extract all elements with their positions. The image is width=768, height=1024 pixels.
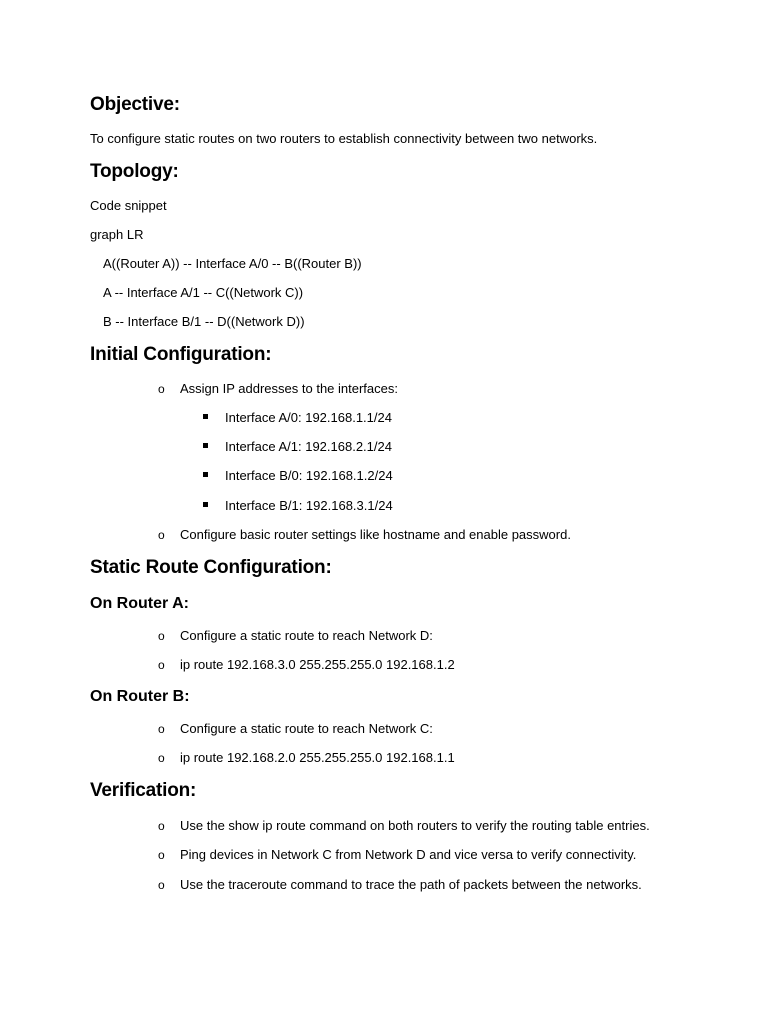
list-item-text: Configure basic router settings like hostname and enable password. [180, 527, 571, 542]
initial-config-heading: Initial Configuration: [90, 344, 272, 365]
list-item [158, 657, 455, 672]
bullet-square-icon [203, 410, 225, 425]
bullet-circle-icon: o [158, 528, 165, 542]
topology-heading: Topology: [90, 161, 179, 182]
list-item-text: Use the show ip route command on both routers to verify the routing table entries. [180, 818, 650, 833]
list-item-text: Interface A/0: 192.168.1.1/24 [225, 410, 392, 425]
list-item-text: Configure a static route to reach Network D: [180, 628, 433, 643]
bullet-circle-icon: o [158, 722, 165, 736]
list-item-text: Interface A/1: 192.168.2.1/24 [225, 439, 392, 454]
list-item [158, 750, 455, 765]
bullet-circle-icon: o [158, 878, 165, 892]
bullet-circle-icon: o [158, 629, 165, 643]
list-item-text: ip route 192.168.3.0 255.255.255.0 192.168.1.2 [180, 657, 455, 672]
list-item [203, 468, 393, 483]
verification-heading: Verification: [90, 780, 197, 801]
list-item [158, 527, 571, 542]
bullet-square-icon [203, 468, 225, 483]
list-item [158, 847, 636, 862]
code-line: B -- Interface B/1 -- D((Network D)) [103, 314, 305, 329]
list-item [158, 628, 433, 643]
static-route-heading: Static Route Configuration: [90, 557, 332, 578]
bullet-circle-icon: o [158, 819, 165, 833]
code-line: A((Router A)) -- Interface A/0 -- B((Router B)) [103, 256, 362, 271]
list-item [203, 498, 393, 513]
bullet-circle-icon: o [158, 382, 165, 396]
router-a-heading: On Router A: [90, 595, 189, 612]
list-item [203, 410, 392, 425]
list-item-text: ip route 192.168.2.0 255.255.255.0 192.168.1.1 [180, 750, 455, 765]
list-item-text: Use the traceroute command to trace the path of packets between the networks. [180, 877, 642, 892]
bullet-square-icon [203, 439, 225, 454]
code-line: A -- Interface A/1 -- C((Network C)) [103, 285, 304, 300]
list-item-text: Interface B/1: 192.168.3.1/24 [225, 498, 393, 513]
bullet-circle-icon: o [158, 751, 165, 765]
list-item [203, 439, 392, 454]
list-item-text: Configure a static route to reach Network C: [180, 721, 433, 736]
bullet-circle-icon: o [158, 658, 165, 672]
code-line: graph LR [90, 227, 144, 242]
code-snippet-label: Code snippet [90, 198, 167, 213]
list-item-text: Interface B/0: 192.168.1.2/24 [225, 468, 393, 483]
objective-heading: Objective: [90, 94, 180, 115]
list-item [158, 381, 398, 396]
list-item [158, 877, 642, 892]
bullet-circle-icon: o [158, 848, 165, 862]
objective-text: To configure static routes on two routers to establish connectivity between two networks. [90, 131, 598, 146]
bullet-square-icon [203, 498, 225, 513]
list-item [158, 721, 433, 736]
list-item [158, 818, 650, 833]
list-item-text: Assign IP addresses to the interfaces: [180, 381, 398, 396]
router-b-heading: On Router B: [90, 688, 190, 705]
list-item-text: Ping devices in Network C from Network D and vice versa to verify connectivity. [180, 847, 637, 862]
